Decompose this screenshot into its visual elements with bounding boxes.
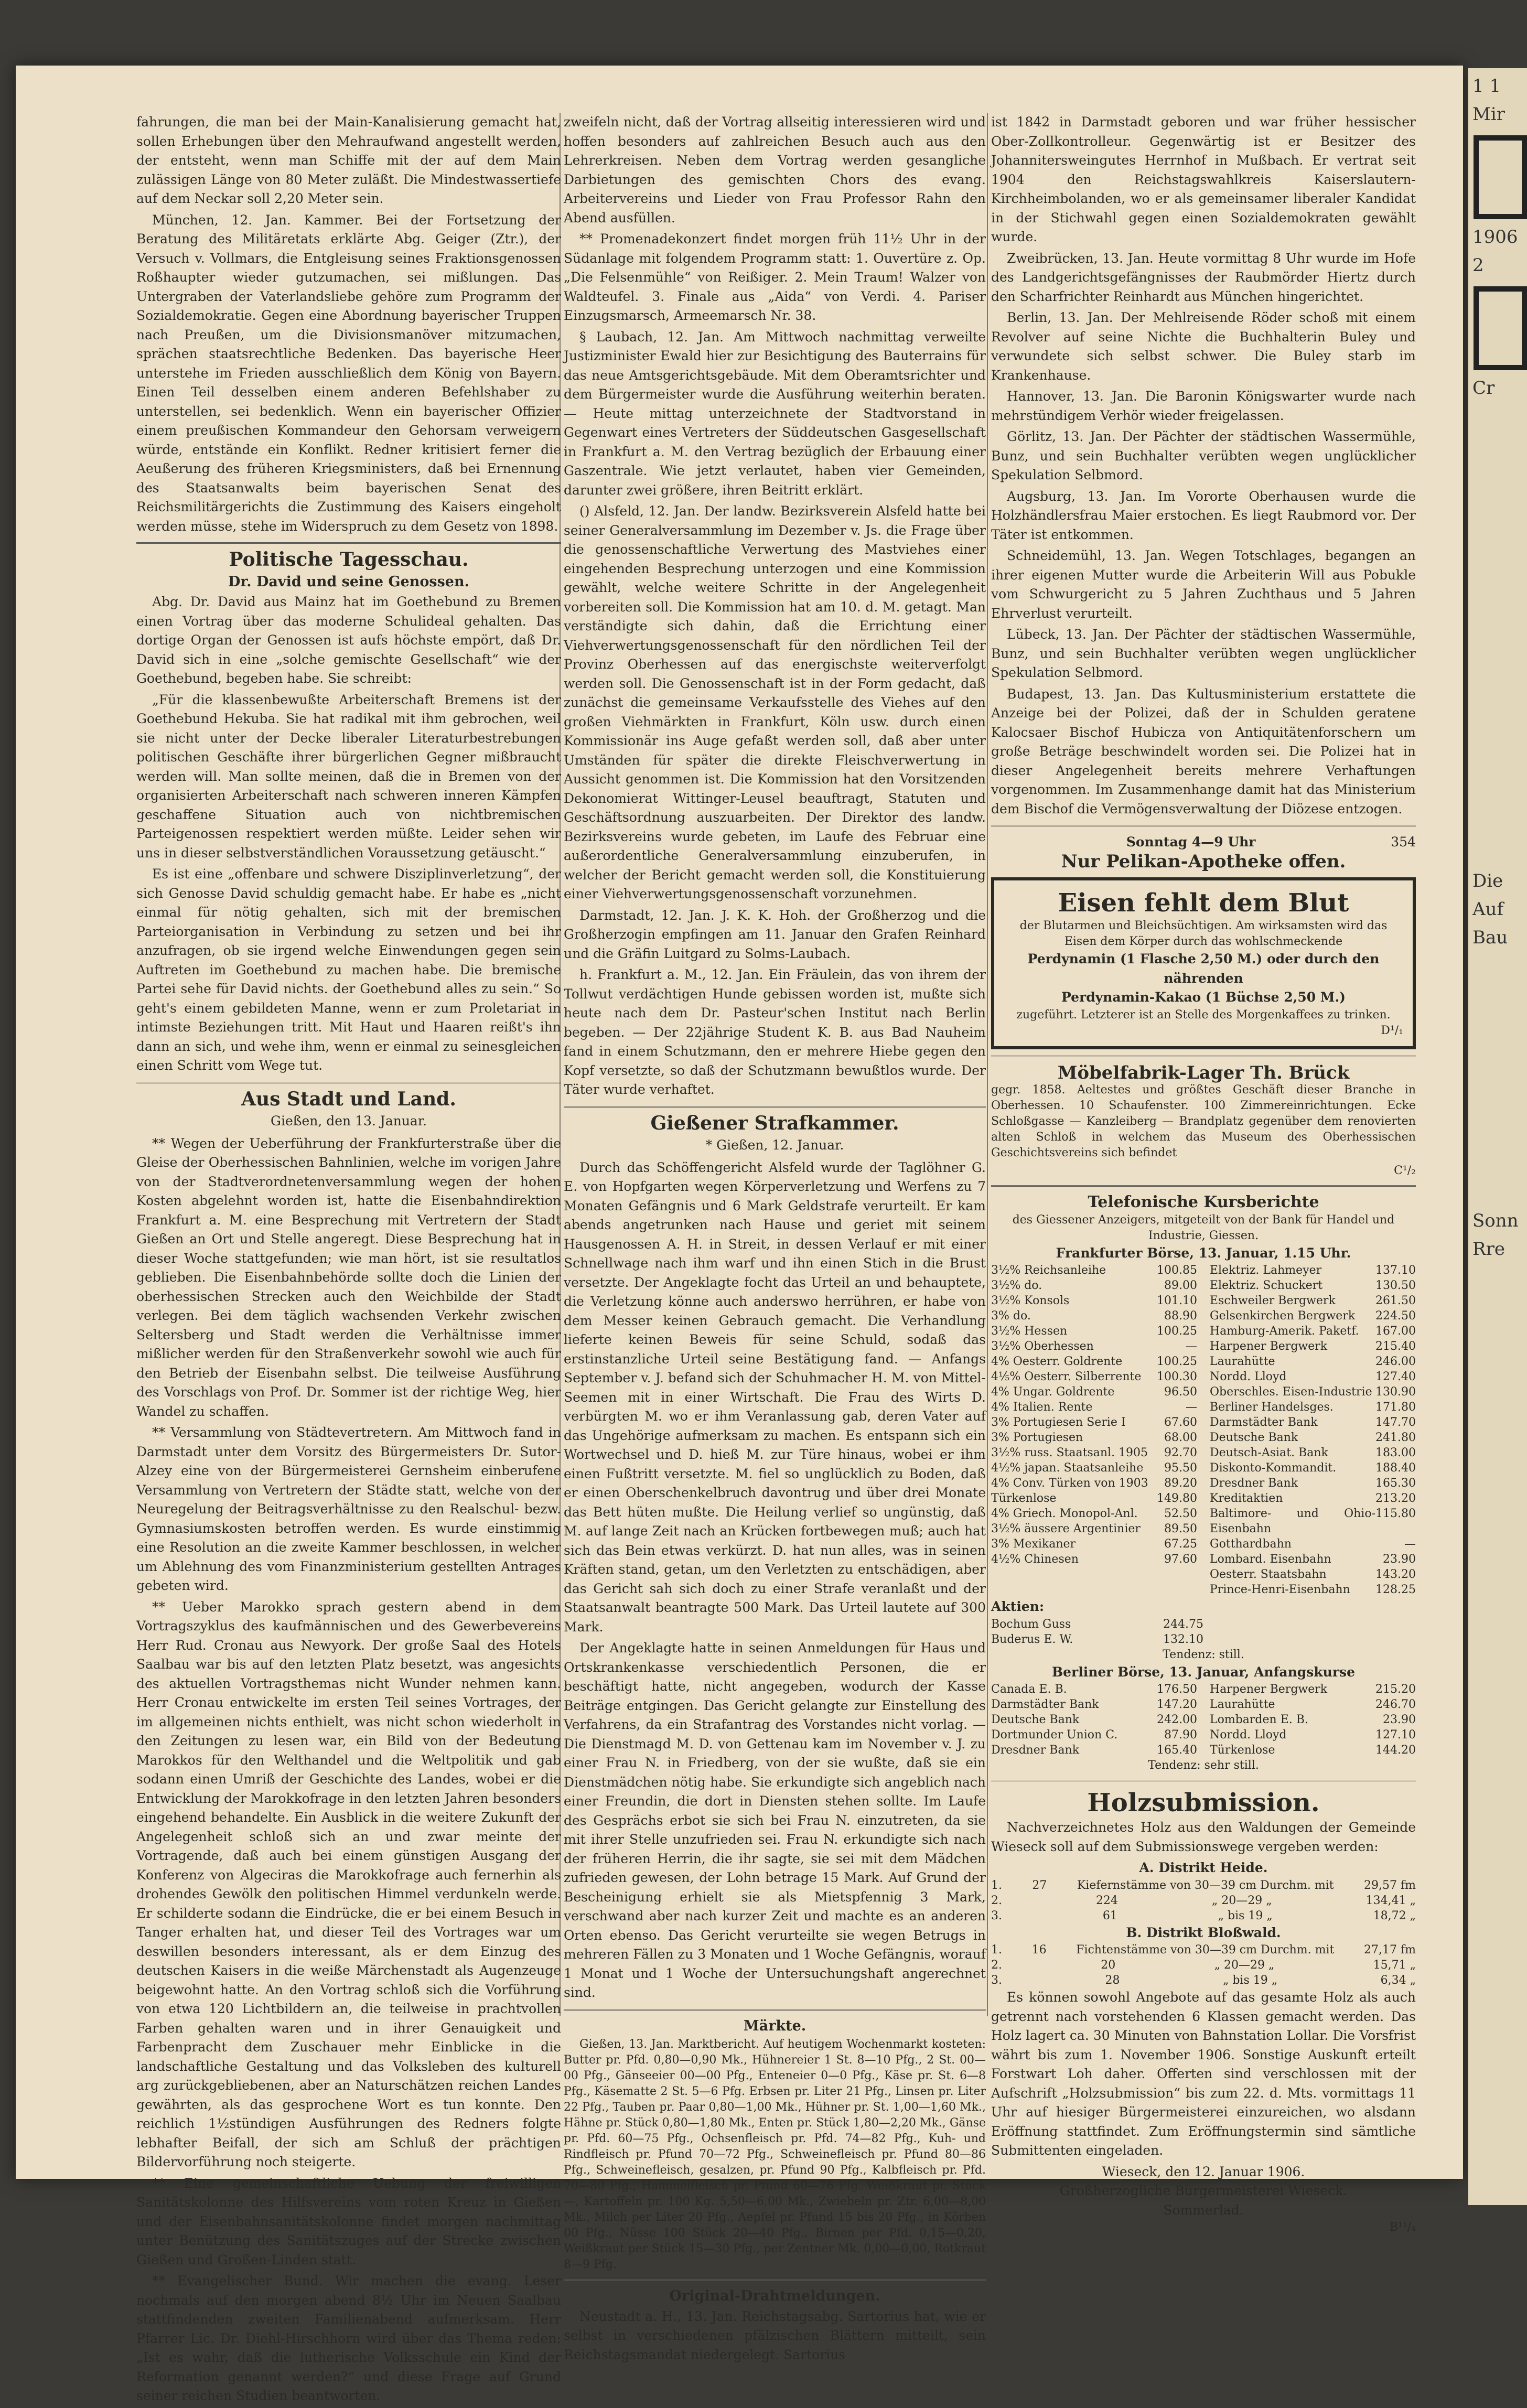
- quote-row: [991, 1384, 1197, 1400]
- quote-value: 87.90: [1164, 1728, 1197, 1742]
- quote-row: [991, 1278, 1197, 1293]
- quote-value: 171.80: [1375, 1401, 1416, 1414]
- stub-text: Mir: [1472, 104, 1505, 125]
- quote-label: 224: [1095, 1894, 1118, 1907]
- quote-label: 61: [1102, 1909, 1117, 1922]
- quote-row: [991, 1308, 1197, 1324]
- divider: [564, 1106, 986, 1108]
- quote-label: 3.: [991, 1974, 1002, 1987]
- quote-row: [991, 1400, 1197, 1415]
- article-text: Es ist eine „offenbare und schwere Disziplinverletzung“, der sich Genosse David schuldig gemacht habe. Er habe es „nicht einmal für nötig gehalten, sich mit der bremischen Parteiorganisation in Verbindung zu setzen und bei ihr anzufragen, ob sie irgend welche Einwendungen gegen sein Auftreten im Goethebund zu machen habe. Die bremische Partei sehe für David nichts. der Goethebund alles zu sein.“ So geht's einem gebildeten Manne, wenn er zum Proletariat in intimste Beziehungen tritt. Mit Haut und Haaren reißt's ihn dann an sich, und wehe ihm, wenn er einmal zu seinesgleichen einen Schritt vom Wege tut.: [136, 866, 561, 1073]
- ad-text: gegr. 1858. Aeltestes und größtes Geschäft dieser Branche in Oberhessen. 10 Schaufenster. 100 Zimmereinrichtungen. Ecke Schloßgasse — Kanzleiberg — Brandplatz gegenüber dem renovierten alten Schloß in welchem das Museum des Oberhessischen Geschichtsvereins sich befindet: [991, 1083, 1416, 1159]
- quote-value: —: [1404, 1538, 1416, 1551]
- tendency: Tendenz: sehr still.: [1148, 1759, 1259, 1772]
- column-3: [991, 113, 1416, 2235]
- quote-row: [991, 1712, 1197, 1727]
- ad-text: zugeführt. Letzterer ist an Stelle des Morgenkaffees zu trinken.: [1016, 1008, 1391, 1022]
- quote-label: Dresdner Bank: [991, 1744, 1080, 1757]
- berlin-table: [991, 1682, 1416, 1758]
- article-text: Durch das Schöffengericht Alsfeld wurde der Taglöhner G. E. von Hopfgarten wegen Körperverletzung und Werfens zu 7 Monaten Gefängnis und 6 Mark Geldstrafe verurteilt. Er kam abends angetrunken nach Hause und geriet mit seinem Hausgenossen A. H. in Streit, in dessen Verlauf er mit einer Schnellwage nach ihm warf und ihn einen Stich in die Brust versetzte. Der Angeklagte focht das Urteil an und behauptete, die Verletzung könne auch anderswo herrühren, er habe von dem Messer keinen Gebrauch gemacht. Die Verhandlung lieferte keinen Beweis für seine Schuld, sodaß das erstinstanzliche Urteil seine Bestätigung fand. — Anfangs September v. J. befand sich der Schuhmacher H. M. von Mittel-Seemen mit in einer Wirtschaft. Die Frau des Wirts D. verbürgten M. wo er ihm Veranlassung gab, deren Vater auf das Ungehörige aufmerksam zu machen. Es entspann sich ein Wortwechsel und D. hieß M. zur Türe hinaus, wobei er ihm einen Fußtritt versetzte. M. fiel so unglücklich zu Boden, daß er einen Oberschenkelbruch davontrug und über drei Monate das Bett hüten mußte. Die Heilung verlief so ungünstig, daß M. auf lange Zeit nach an Krücken fortbewegen muß; auch hat sich das Bein etwas verkürzt. D. hat nun alles, was in seinen Kräften stand, getan, um den Verletzten zu entschädigen, aber das Gericht sah sich doch zu einer Strafe veranlaßt und der Staatsanwalt beantragte 500 Mark. Das Urteil lautete auf 300 Mark.: [564, 1159, 986, 1635]
- quote-label: Baltimore- und Ohio-Eisenbahn: [1210, 1507, 1376, 1535]
- quote-label: Lombard. Eisenbahn: [1210, 1553, 1331, 1566]
- quote-row: [1210, 1308, 1416, 1324]
- report-subheading: des Giessener Anzeigers, mitgeteilt von der Bank für Handel und Industrie, Giessen.: [1012, 1213, 1395, 1242]
- quote-value: 15,71 „: [1373, 1959, 1416, 1972]
- quote-value: 147.70: [1375, 1416, 1416, 1429]
- section-heading: Gießener Strafkammer.: [650, 1112, 899, 1134]
- quote-label: 4½% Chinesen: [991, 1553, 1079, 1566]
- quote-label: Nordd. Lloyd: [1210, 1728, 1287, 1742]
- quote-label: „ 20—29 „: [1211, 1894, 1272, 1907]
- quote-label: 2.: [991, 1959, 1002, 1972]
- article-text: ** Ueber Marokko sprach gestern abend in dem Vortragszyklus des kaufmännischen und des Gewerbevereins Herr Rud. Cronau aus Newyork. Der große Saal des Hotels Saalbau war bis auf den letzten Platz besetzt, was angesichts des aktuellen Vortragsthemas nicht Wunder nehmen kann. Herr Cronau entwickelte im ersten Teil seines Vortrages, der im allgemeinen nichts enthielt, was nicht schon wiederholt in den Zeitungen zu lesen war, ein Bild von der Bedeutung Marokkos für den Welthandel und die Weltpolitik und gab sodann einen Umriß der Geschichte des Landes, wobei er die Entwicklung der Marokkofrage in den letzten Jahren besonders eingehend behandelte. Ein Ausblick in die weitere Zukunft der Angelegenheit schloß sich an und zwar meinte der Vortragende, daß auch bei einem günstigen Ausgang der Konferenz von Algeciras die Marokkofrage auch fernerhin als drohendes Gewölk den politischen Himmel verdunkeln werde. Er schilderte sodann die Eindrücke, die er bei einem Besuch in Tanger erhalten hat, und dieser Teil des Vortrages war um deswillen besonders interessant, als er dem Einzug des deutschen Kaisers in die weiße Märchenstadt als Augenzeuge beigewohnt hatte. An den Vortrag schloß sich die Vorführung von etwa 120 Lichtbildern an, die teilweise in prachtvollen Farben gehalten waren und in ihrer Genauigkeit und Farbenpracht dem Zuschauer mehr Einblicke in die landschaftliche Gestaltung und das Volksleben des kulturell arg zurückgebliebenen, aber an Naturschätzen reichen Landes gewährten, als das gesprochene Wort es tun konnte. Den reichlich 1½stündigen Ausführungen des Redners folgte lebhafter Beifall, der sich am Schluß der prächtigen Bildervorführung noch steigerte.: [136, 1599, 561, 2169]
- frankfurt-table: [991, 1263, 1416, 1597]
- quote-row: [991, 1697, 1197, 1712]
- quote-value: 183.00: [1375, 1446, 1416, 1459]
- quote-row: [1210, 1430, 1416, 1445]
- quote-row: [991, 1727, 1197, 1743]
- quote-value: 165.30: [1375, 1477, 1416, 1490]
- quote-label: 3% do.: [991, 1309, 1031, 1323]
- stub-text: Cr: [1472, 378, 1495, 399]
- quote-value: 29,57 fm: [1363, 1878, 1416, 1892]
- quote-label: Canada E. B.: [991, 1683, 1067, 1696]
- quote-label: Kiefernstämme von 30—39 cm Durchm. mit: [1077, 1878, 1334, 1892]
- section-heading: Aus Stadt und Land.: [241, 1088, 456, 1110]
- dateline: * Gießen, 12. Januar.: [705, 1137, 844, 1153]
- article-text: Abg. Dr. David aus Mainz hat im Goethebund zu Bremen einen Vortrag über das moderne Schulideal gehalten. Das dortige Organ der Genossen ist aufs höchste empört, daß Dr. David sich in eine „solche gemischte Gesellschaft“ wie der Goethebund, begeben habe. Sie schreibt:: [136, 594, 561, 686]
- quote-label: 27: [1032, 1878, 1047, 1892]
- quote-row: [991, 1354, 1197, 1369]
- quote-value: 89.20: [1164, 1477, 1197, 1490]
- article-quote: „Für die klassenbewußte Arbeiterschaft Bremens ist der Goethebund Hekuba. Sie hat radikal mit ihm gebrochen, weil sie nicht unter der Decke liberaler Literaturbestrebungen politischen Geschäfte ihrer bürgerlichen Gegner mißbraucht werden will. Man sollte meinen, daß die in Bremen von der organisierten Arbeiterschaft nach schweren inneren Kämpfen geschaffene Situation auch von nichtbremischen Parteigenossen respektiert werden müßte. Leider sehen wir uns in dieser selbstverständlichen Voraussetzung getäuscht.“: [136, 692, 561, 861]
- quote-value: 134,41 „: [1365, 1894, 1416, 1907]
- article-text: () Alsfeld, 12. Jan. Der landw. Bezirksverein Alsfeld hatte bei seiner Generalversammlung im Dezember v. Js. die Frage über die genossenschaftliche Verwertung des Mastviehes einer eingehenden Besprechung unterzogen und eine Kommission gewählt, welche weitere Schritte in der Angelegenheit vorbereiten soll. Die Kommission hat am 10. d. M. getagt. Man verständigte sich dahin, daß die Errichtung einer Viehverwertungsgenossenschaft für den nördlichen Teil der Provinz Oberhessen auf das energischste weiterverfolgt werden soll. Die Genossenschaft ist in der Form gedacht, daß zunächst die gemeinsame Verkaufsstelle des Viehes auf den großen Viehmärkten in Frankfurt, Köln usw. durch einen Kommissionär ins Auge gefaßt werden soll, daß aber unter Umständen für später die direkte Fleischverwertung in Aussicht genommen ist. Die Kommission hat den Vorsitzenden Dekonomierat Wittinger-Leusel beauftragt, Statuten und Geschäftsordnung auszuarbeiten. Der Direktor des landw. Bezirksvereins wurde gebeten, im Laufe des Februar eine außerordentliche Generalversammlung einzuberufen, in welcher der Bericht gemacht werden soll, die Konstituierung einer Viehverwertungsgenossenschaft vorzunehmen.: [564, 503, 986, 901]
- auction-date: Wieseck, den 12. Januar 1906.: [1102, 2164, 1305, 2179]
- quote-row: [1210, 1278, 1416, 1293]
- quote-value: 261.50: [1375, 1294, 1416, 1307]
- quote-value: 188.40: [1375, 1461, 1416, 1475]
- quote-label: 28: [1105, 1974, 1120, 1987]
- quote-value: 246.00: [1375, 1355, 1416, 1368]
- quote-row: [991, 1430, 1197, 1445]
- quote-row: [991, 1536, 1197, 1552]
- quote-value: 96.50: [1164, 1385, 1197, 1399]
- quote-value: 244.75: [1163, 1617, 1203, 1631]
- notice-headline: Nur Pelikan-Apotheke offen.: [1061, 851, 1346, 872]
- auction-text: Nachverzeichnetes Holz aus den Waldungen der Gemeinde Wieseck soll auf dem Submissionswege vergeben werden:: [991, 1820, 1416, 1854]
- article-text: ** Eine gemeinschaftliche Uebung der freiwilligen Sanitätskolonne des Hilfsvereins vom roten Kreuz in Gießen und der Eisenbahnsanitätskolonne findet morgen nachmittag unter Benützung des Sanitätszuges auf der Strecke zwischen Gießen und Großen-Linden statt.: [136, 2175, 561, 2267]
- article-text: fahrungen, die man bei der Main-Kanalisierung gemacht hat, sollen Erhebungen über den Mehraufwand angestellt werden, der entsteht, wenn man Schiffe mit der auf dem Main zulässigen Länge von 80 Meter zuläßt. Die Mindestwassertiefe auf dem Neckar soll 2,20 Meter sein.: [136, 114, 561, 206]
- quote-label: 4% Ungar. Goldrente: [991, 1385, 1115, 1399]
- quote-row: [991, 1460, 1197, 1476]
- quote-value: 67.60: [1164, 1416, 1197, 1429]
- quote-label: Deutsch-Asiat. Bank: [1210, 1446, 1328, 1459]
- ad-product: Perdynamin-Kakao (1 Büchse 2,50 M.): [1061, 990, 1346, 1005]
- quote-label: „ 20—29 „: [1214, 1959, 1275, 1972]
- ad-headline: Möbelfabrik-Lager Th. Brück: [1057, 1062, 1350, 1083]
- article-text: ** Evangelischer Bund. Wir machen die evang. Leser nochmals auf den morgen abend 8½ Uhr im Neuen Saalbau stattfindenden zweiten Familienabend aufmerksam. Herr Pfarrer Lic. Dr. Diehl-Hirschhorn wird über das Thema reden: „Ist es wahr, daß die lutherische Volksschule ein Kind der Reformation genannt werden?“ und diese Frage auf Grund seiner reichen Studien beantworten.: [136, 2273, 561, 2403]
- quote-label: 1.: [991, 1943, 1002, 1956]
- quote-value: 100.85: [1157, 1264, 1197, 1277]
- ad-product: Perdynamin (1 Flasche 2,50 M.) oder durch den nährenden: [1027, 951, 1380, 986]
- quote-row: [1210, 1445, 1416, 1460]
- divider: [991, 1056, 1416, 1057]
- stub-text: Bau: [1472, 927, 1508, 948]
- quote-value: 115.80: [1375, 1507, 1416, 1520]
- quote-value: 241.80: [1375, 1431, 1416, 1444]
- ad-code: B¹¹/₄: [1389, 2221, 1416, 2234]
- quote-label: 3½% do.: [991, 1279, 1042, 1292]
- quote-value: 101.10: [1157, 1294, 1197, 1307]
- quote-label: Elektriz. Schuckert: [1210, 1279, 1323, 1292]
- quote-row: [1210, 1697, 1416, 1712]
- quote-label: Fichtenstämme von 30—39 cm Durchm. mit: [1076, 1943, 1335, 1956]
- tendency: Tendenz: still.: [1163, 1648, 1244, 1661]
- quote-row: [991, 1415, 1197, 1430]
- quote-label: Elektriz. Lahmeyer: [1210, 1264, 1322, 1277]
- quote-row: [1210, 1369, 1416, 1384]
- quote-label: 3% Mexikaner: [991, 1538, 1076, 1551]
- article-text: ** Versammlung von Städtevertretern. Am Mittwoch fand in Darmstadt unter dem Vorsitz des Bürgermeisters Dr. Sutor-Alzey eine von der Bürgermeisterei Gernsheim einberufene Versammlung von Vertretern der Städte statt, welche von der Neuregelung der Beitragsverhältnisse zu den Realschul- bezw. Gymnasiumskosten betroffen werden. Es wurde einstimmig eine Resolution an die zweite Kammer beschlossen, in welcher um Ablehnung des vom Finanzministerium gestellten Antrages gebeten wird.: [136, 1425, 561, 1593]
- quote-label: 4½% japan. Staatsanleihe: [991, 1461, 1144, 1475]
- quote-value: 67.25: [1164, 1538, 1197, 1551]
- district-b-list: [991, 1942, 1416, 1988]
- article-text: Budapest, 13. Jan. Das Kultusministerium erstattete die Anzeige bei der Polizei, daß der in Schulden geratene Kalocsaer Bischof Hubicza von Antiquitätenforschern um große Beträge beschwindelt worden sei. Die Polizei hat in dieser Angelegenheit bereits mehrere Verhaftungen vorgenommen. Im Zusammenhange damit hat das Ministerium dem Bischof die Vermögensverwaltung der Diözese entzogen.: [991, 686, 1416, 816]
- quote-value: 95.50: [1164, 1461, 1197, 1475]
- berlin-table-left: [991, 1682, 1197, 1758]
- quote-value: 176.50: [1157, 1683, 1197, 1696]
- divider: [991, 1185, 1416, 1187]
- quote-value: 89.00: [1164, 1279, 1197, 1292]
- frankfurt-heading: Frankfurter Börse, 13. Januar, 1.15 Uhr.: [1056, 1245, 1351, 1261]
- quote-value: 128.25: [1375, 1583, 1416, 1596]
- quote-value: 165.40: [1157, 1744, 1197, 1757]
- quote-row: [991, 1293, 1197, 1308]
- notice-number: 354: [1391, 834, 1416, 850]
- quote-row: [1210, 1384, 1416, 1400]
- berlin-heading: Berliner Börse, 13. Januar, Anfangskurse: [1052, 1664, 1355, 1680]
- quote-label: Buderus E. W.: [991, 1632, 1073, 1646]
- quote-row: [991, 1506, 1197, 1521]
- quote-value: 18,72 „: [1373, 1909, 1416, 1922]
- quote-value: 127.10: [1375, 1728, 1416, 1742]
- quote-row: [1210, 1536, 1416, 1552]
- district-a-list: [991, 1878, 1416, 1923]
- quote-row: [991, 1339, 1197, 1354]
- stub-box: [1474, 286, 1527, 370]
- quote-label: Harpener Bergwerk: [1210, 1340, 1328, 1353]
- quote-label: Kreditaktien: [1210, 1492, 1283, 1505]
- stub-text: Auf: [1472, 899, 1504, 920]
- quote-row: [1210, 1324, 1416, 1339]
- divider: [991, 825, 1416, 826]
- quote-row: [1210, 1354, 1416, 1369]
- article-text: h. Frankfurt a. M., 12. Jan. Ein Fräulein, das von ihrem der Tollwut verdächtigen Hunde gebissen worden ist, mußte sich heute nach dem Dr. Pasteur'schen Institut nach Berlin begeben. — Der 22jährige Student K. B. aus Bad Nauheim fand in einem Schutzmann, den er mehrere Hiebe gegen den Kopf versetzte, so daß der Schutzmann bewußtlos wurde. Der Täter wurde verhaftet.: [564, 967, 986, 1097]
- auction-signature: Sommerlad.: [1163, 2202, 1244, 2218]
- stub-text: 2: [1472, 255, 1484, 276]
- auction-heading: Holzsubmission.: [1087, 1788, 1320, 1818]
- article-subheading: Dr. David und seine Genossen.: [228, 573, 469, 590]
- quote-label: Laurahütte: [1210, 1698, 1275, 1711]
- quote-label: 20: [1101, 1959, 1116, 1972]
- quote-label: „ bis 19 „: [1218, 1909, 1273, 1922]
- quote-value: 88.90: [1164, 1309, 1197, 1323]
- quote-row: [991, 1476, 1197, 1491]
- article-text: München, 12. Jan. Kammer. Bei der Fortsetzung der Beratung des Militäretats erklärte Abg. Geiger (Ztr.), der Versuch v. Vollmars, die Entgleisung seines Fraktionsgenossen Roßhaupter wieder gutzumachen, sei mißlungen. Das Untergraben der Vaterlandsliebe gehöre zum Programm der Sozialdemokratie. Gegen eine Abordnung bayerischer Truppen nach Preußen, um die Divisionsmanöver mitzumachen, sprächen staatsrechtliche Bedenken. Das bayerische Heer unterstehe im Frieden ausschließlich dem König von Bayern. Einen Teil desselben einem anderen Befehlshaber zu unterstellen, sei bedenklich. Wenn ein bayerischer Offizier einem preußischen Kommandeur den Gehorsam verweigern würde, entstände ein Konflikt. Redner kritisiert ferner die Aeußerung des früheren Kriegsministers, daß bei Ernennung des Staatsanwalts beim bayerischen Senat des Reichsmilitärgerichts die Zustimmung des Kaisers eingeholt werden müsse, stehe im Widerspruch zu dem Gesetz von 1898.: [136, 212, 561, 534]
- article-text: Augsburg, 13. Jan. Im Vororte Oberhausen wurde die Holzhändlersfrau Maier erstochen. Es liegt Raubmord vor. Der Täter ist entkommen.: [991, 488, 1416, 542]
- quote-label: Gelsenkirchen Bergwerk: [1210, 1309, 1356, 1323]
- quote-label: Prince-Henri-Eisenbahn: [1210, 1583, 1350, 1596]
- quote-label: 4% Conv. Türken von 1903: [991, 1477, 1148, 1490]
- quote-label: Eschweiler Bergwerk: [1210, 1294, 1336, 1307]
- quote-value: 23.90: [1383, 1713, 1416, 1726]
- quote-label: Türkenlose: [991, 1492, 1057, 1505]
- quote-row: [991, 1521, 1197, 1536]
- quote-label: 16: [1031, 1943, 1047, 1956]
- dateline: Gießen, den 13. Januar.: [271, 1113, 427, 1128]
- section-heading: Märkte.: [743, 2017, 806, 2034]
- quote-label: 1.: [991, 1878, 1002, 1892]
- quote-label: „ bis 19 „: [1222, 1974, 1278, 1987]
- quote-label: 3% Portugiesen: [991, 1431, 1083, 1444]
- quote-row: [991, 1263, 1197, 1278]
- quote-row: [991, 1632, 1203, 1647]
- article-text: ist 1842 in Darmstadt geboren und war früher hessischer Ober-Zollkontrolleur. Gegenwärtig ist er Besitzer des Johannitersweingutes Herrnhof in Mußbach. Er vertrat seit 1904 den Reichstagswahlkreis Kaiserslautern-Kirchheimbolanden, wo er als gemeinsamer liberaler Kandidat in der Stichwahl gegen einen Sozialdemokraten gewählt wurde.: [991, 114, 1416, 244]
- quote-value: 100.25: [1157, 1325, 1197, 1338]
- quote-value: 6,34 „: [1380, 1974, 1416, 1987]
- quote-row: [1210, 1415, 1416, 1430]
- quote-label: Darmstädter Bank: [991, 1698, 1099, 1711]
- quote-value: 215.40: [1375, 1340, 1416, 1353]
- quote-row: [991, 1743, 1197, 1758]
- timber-row: [991, 1942, 1416, 1958]
- quote-label: Nordd. Lloyd: [1210, 1370, 1287, 1383]
- stub-text: Rre: [1472, 1239, 1505, 1260]
- article-text: Zweibrücken, 13. Jan. Heute vormittag 8 Uhr wurde im Hofe des Landgerichtsgefängnisses der Raubmörder Hiertz durch den Scharfrichter Reinhardt aus München hingerichtet.: [991, 250, 1416, 304]
- notice-time: Sonntag 4—9 Uhr: [1126, 834, 1256, 850]
- berlin-table-right: [1210, 1682, 1416, 1758]
- column-1: [136, 113, 561, 2408]
- ad-perdynamin: [991, 877, 1416, 1049]
- quote-row: [1210, 1727, 1416, 1743]
- quote-value: 149.80: [1157, 1492, 1197, 1505]
- quote-value: 100.25: [1157, 1355, 1197, 1368]
- quote-value: 68.00: [1164, 1431, 1197, 1444]
- article-text: Der Angeklagte hatte in seinen Anmeldungen für Haus und Ortskrankenkasse verschiedentlich Personen, die er beschäftigt hatte, nicht angegeben, wodurch der Kasse Beiträge entgingen. Das Gericht gelangte zur Einstellung des Verfahrens, da ein Strafantrag des Vorstandes nicht vorlag. — Die Dienstmagd M. D. von Gettenau kam im November v. J. zu einer Frau N. in Friedberg, von der sie wußte, daß sie ein Dienstmädchen nötig habe. Sie erkundigte sich angeblich nach einer Freundin, die dort in Diensten stehen sollte. Im Laufe des Gesprächs erbot sie sich bei Frau N. einzutreten, da sie mit ihrer Stelle unzufrieden sei. Frau N. erkundigte sich nach der früheren Herrin, die ihr sagte, sie sei mit dem Mädchen zufrieden gewesen, der Lohn betrage 15 Mark. Auf Grund der Bescheinigung erhielt sie als Mietspfennig 3 Mark, verschwand aber nach kurzer Zeit und machte es an anderen Orten ebenso. Das Gericht verurteilte sie wegen Betrugs in mehreren Fällen zu 3 Monaten und 1 Woche Gefängnis, worauf 1 Monat und 1 Woche der Untersuchungshaft angerechnet sind.: [564, 1640, 986, 2000]
- quote-label: 4% Italien. Rente: [991, 1401, 1093, 1414]
- quote-label: 3½% Oberhessen: [991, 1340, 1094, 1353]
- stub-box: [1474, 135, 1527, 219]
- quote-row: [1210, 1743, 1416, 1758]
- quote-value: 224.50: [1375, 1309, 1416, 1323]
- quote-row: [991, 1682, 1197, 1697]
- quote-row: [1210, 1460, 1416, 1476]
- article-text: Görlitz, 13. Jan. Der Pächter der städtischen Wassermühle, Bunz, und sein Buchhalter verübten wegen unglücklicher Spekulation Selbmord.: [991, 429, 1416, 482]
- quote-label: Darmstädter Bank: [1210, 1416, 1318, 1429]
- quote-row: [1210, 1476, 1416, 1491]
- report-heading: Telefonische Kursberichte: [1088, 1193, 1319, 1211]
- article-text: zweifeln nicht, daß der Vortrag allseitig interessieren wird und hoffen besonders auf zahlreichen Besuch auch aus den Lehrerkreisen. Neben dem Vortrag werden gesangliche Darbietungen des gemischten Chors des evang. Arbeitervereins und Lieder von Frau Professor Rahn den Abend ausfüllen.: [564, 114, 986, 225]
- auction-text: Es können sowohl Angebote auf das gesamte Holz als auch getrennt nach vorstehenden 6 Klassen gemacht werden. Das Holz lagert ca. 30 Minuten von Bahnstation Lollar. Die Vorsfrist währt bis zum 1. November 1906. Sonstige Auskunft erteilt Forstwart Loh daher. Offerten sind verschlossen mit der Aufschrift „Holzsubmission“ bis zum 22. d. Mts. vormittags 11 Uhr auf hiesiger Bürgermeisterei einzureichen, wo alsdann Eröffnung stattfindet. Zum Eröffnungstermin sind sämtliche Submittenten eingeladen.: [991, 1990, 1416, 2158]
- stub-text: Sonn: [1472, 1210, 1519, 1231]
- district-heading: A. Distrikt Heide.: [1139, 1860, 1268, 1875]
- quote-value: 215.20: [1375, 1683, 1416, 1696]
- divider: [991, 1780, 1416, 1781]
- article-text: Hannover, 13. Jan. Die Baronin Königswarter wurde nach mehrstündigem Verhör wieder freigelassen.: [991, 389, 1416, 423]
- market-report: Gießen, 13. Jan. Marktbericht. Auf heutigem Wochenmarkt kosteten: Butter pr. Pfd. 0,80—0,90 Mk., Hühnereier 1 St. 8—10 Pfg., 2 St. 00—00 Pfg., Gänseeier 00—00 Pfg., Enteneier 0—0 Pfg., Käse pr. St. 6—8 Pfg., Käsematte 2 St. 5—6 Pfg. Erbsen pr. Liter 21 Pfg., Linsen pr. Liter 22 Pfg., Tauben pr. Paar 0,80—1,00 Mk., Hühner pr. St. 1,00—1,60 Mk., Hähne pr. Stück 0,80—1,80 Mk., Enten pr. Stück 1,80—2,20 Mk., Gänse pr. Pfd. 60—75 Pfg., Ochsenfleisch pr. Pfd. 74—82 Pfg., Kuh- und Rindfleisch pr. Pfund 70—72 Pfg., Schweinefleisch pr. Pfund 80—86 Pfg., Schweinefleisch, gesalzen, pr. Pfund 90 Pfg., Kalbfleisch pr. Pfd. 70—80 Pfg., Hammelfleisch pr. Pfund 60—76 Pfg. Weißkraut pr. Stück —, Kartoffeln pr. 100 Kg. 5,50—6,00 Mk., Zwiebeln pr. Ztr. 6,00—8,00 Mk., Milch per Liter 20 Pfg., Aepfel pr. Pfund 15 bis 20 Pfg., in Körben 00 Pfg., Nüsse 100 Stück 20—40 Pfg., Birnen per Pfd. 0,15—0,20, Weißkraut per Stück 15—30 Pfg., per Zentner Mk. 0,00—0,00, Rotkraut 8—9 Pfg.: [564, 2038, 986, 2271]
- article-text: § Laubach, 12. Jan. Am Mittwoch nachmittag verweilte Justizminister Ewald hier zur Besichtigung des Bauterrains für das neue Amtsgerichtsgebäude. Mit dem Oberamtsrichter und dem Bürgermeister wurde die Ausführung weiterhin beraten. — Heute mittag unterzeichnete der Stadtvorstand in Gegenwart eines Vertreters der Süddeutschen Gasgesellschaft in Frankfurt a. M. den Vertrag bezüglich der Erbauung einer Gaszentrale. Wie jetzt verlautet, haben vier Gemeinden, darunter zwei größere, ihren Beitritt erklärt.: [564, 329, 986, 498]
- auction-signature: Großherzogliche Bürgermeisterei Wieseck.: [1059, 2183, 1348, 2198]
- timber-row: [991, 1893, 1416, 1908]
- quote-value: 100.30: [1157, 1370, 1197, 1383]
- quote-label: Dortmunder Union C.: [991, 1728, 1118, 1742]
- quote-label: Oberschles. Eisen-Industrie: [1210, 1385, 1372, 1399]
- quote-row: [1210, 1263, 1416, 1278]
- quote-label: Diskonto-Kommandit.: [1210, 1461, 1337, 1475]
- article-text: ** Wegen der Ueberführung der Frankfurterstraße über die Gleise der Oberhessischen Bahnlinien, welche im vorigen Jahre von der Stadtverordnetenversammlung wegen der hohen Kosten abgelehnt worden ist, hatte die Eisenbahndirektion Frankfurt a. M. eine Besprechung mit Vertretern der Stadt Gießen an Ort und Stelle angeregt. Diese Besprechung hat in dieser Woche stattgefunden; wie man hört, ist sie resultatlos geblieben. Die Eisenbahnbehörde sollte doch die Linien der oberhessischen Strecken auch den Weichbilde der Stadt verlegen. Bei dem täglich wachsenden Verkehr zwischen Seltersberg und Stadt werden die Verhältnisse immer mißlicher werden für den Straßenverkehr sowohl wie auch für den Betrieb der Eisenbahn selbst. Die teilweise Ausführung des Vorschlags von Prof. Dr. Sommer ist der richtige Weg, hier Wandel zu schaffen.: [136, 1135, 561, 1419]
- stock-report: [991, 1193, 1416, 1773]
- article-text: ** Promenadekonzert findet morgen früh 11½ Uhr in der Südanlage mit folgendem Programm statt: 1. Ouvertüre z. Op. „Die Felsenmühle“ von Reißiger. 2. Mein Traum! Walzer von Waldteufel. 3. Finale aus „Aida“ von Verdi. 4. Pariser Einzugsmarsch, Armeemarsch Nr. 38.: [564, 231, 986, 323]
- ad-code: D¹/₁: [1381, 1024, 1403, 1037]
- quote-row: [1210, 1582, 1416, 1597]
- frankfurt-table-right: [1210, 1263, 1416, 1597]
- divider: [136, 1082, 561, 1083]
- quote-row: [1210, 1491, 1416, 1506]
- section-heading: Original-Drahtmeldungen.: [669, 2288, 880, 2304]
- quote-row: [1210, 1712, 1416, 1727]
- aktien-heading: Aktien:: [991, 1599, 1045, 1614]
- quote-label: Deutsche Bank: [991, 1713, 1080, 1726]
- quote-label: 4% Griech. Monopol-Anl.: [991, 1507, 1138, 1520]
- quote-label: 3.: [991, 1909, 1002, 1922]
- timber-row: [991, 1878, 1416, 1893]
- ad-text: der Blutarmen und Bleichsüchtigen. Am wirksamsten wird das Eisen dem Körper durch das wohlschmeckende: [1019, 919, 1388, 948]
- quote-label: 4⅕% Oesterr. Silberrente: [991, 1370, 1142, 1383]
- quote-row: [1210, 1339, 1416, 1354]
- quote-label: 2.: [991, 1894, 1002, 1907]
- quote-value: —: [1186, 1401, 1197, 1414]
- article-text: Berlin, 13. Jan. Der Mehlreisende Röder schoß mit einem Revolver auf seine Nichte die Buchhalterin Buley und verwundete sich selbst schwer. Die Buley starb im Krankenhause.: [991, 310, 1416, 383]
- quote-label: Harpener Bergwerk: [1210, 1683, 1328, 1696]
- quote-row: [1210, 1400, 1416, 1415]
- quote-value: 242.00: [1157, 1713, 1197, 1726]
- quote-value: 137.10: [1375, 1264, 1416, 1277]
- quote-value: 144.20: [1375, 1744, 1416, 1757]
- quote-row: [991, 1445, 1197, 1460]
- quote-row: [1210, 1506, 1416, 1536]
- quote-value: 132.10: [1163, 1632, 1203, 1646]
- quote-label: Dresdner Bank: [1210, 1477, 1298, 1490]
- stub-text: 1 1: [1472, 76, 1501, 96]
- quote-label: 3½% äussere Argentinier: [991, 1522, 1141, 1535]
- quote-row: [991, 1617, 1203, 1632]
- quote-value: —: [1186, 1340, 1197, 1353]
- quote-value: 147.20: [1157, 1698, 1197, 1711]
- quote-label: 3½% russ. Staatsanl. 1905: [991, 1446, 1148, 1459]
- timber-row: [991, 1973, 1416, 1988]
- quote-label: 3% Portugiesen Serie I: [991, 1416, 1126, 1429]
- quote-label: Oesterr. Staatsbahn: [1210, 1568, 1327, 1581]
- timber-row: [991, 1908, 1416, 1923]
- timber-row: [991, 1958, 1416, 1973]
- quote-value: 167.00: [1375, 1325, 1416, 1338]
- quote-label: Lombarden E. B.: [1210, 1713, 1308, 1726]
- quote-label: Bochum Guss: [991, 1617, 1071, 1631]
- quote-label: 3½% Reichsanleihe: [991, 1264, 1106, 1277]
- quote-label: 3½% Hessen: [991, 1325, 1068, 1338]
- quote-label: 4% Oesterr. Goldrente: [991, 1355, 1123, 1368]
- article-text: Darmstadt, 12. Jan. J. K. K. Hoh. der Großherzog und die Großherzogin empfingen am 11. Januar den Grafen Reinhard und die Gräfin Luitgard zu Solms-Laubach.: [564, 907, 986, 961]
- quote-row: [991, 1369, 1197, 1384]
- quote-row: [991, 1324, 1197, 1339]
- quote-value: 127.40: [1375, 1370, 1416, 1383]
- adjacent-page-edge: [1468, 68, 1527, 2205]
- frankfurt-table-left: [991, 1263, 1197, 1597]
- divider: [564, 2279, 986, 2281]
- column-rule: [987, 113, 988, 2016]
- quote-label: Laurahütte: [1210, 1355, 1275, 1368]
- quote-value: 97.60: [1164, 1553, 1197, 1566]
- quote-row: [1210, 1567, 1416, 1582]
- quote-row: [991, 1491, 1197, 1506]
- pharmacy-notice: [991, 833, 1416, 871]
- quote-row: [1210, 1293, 1416, 1308]
- quote-value: 23.90: [1383, 1553, 1416, 1566]
- quote-label: Berliner Handelsges.: [1210, 1401, 1334, 1414]
- quote-label: 3½% Konsols: [991, 1294, 1070, 1307]
- aktien-table: [991, 1617, 1203, 1647]
- quote-value: 27,17 fm: [1363, 1943, 1416, 1956]
- ad-code: C¹/₂: [1394, 1164, 1416, 1177]
- stub-text: 1906: [1472, 227, 1518, 248]
- quote-value: 143.20: [1375, 1568, 1416, 1581]
- quote-label: Deutsche Bank: [1210, 1431, 1298, 1444]
- stub-text: Die: [1472, 870, 1503, 891]
- quote-value: 89.50: [1164, 1522, 1197, 1535]
- divider: [564, 2009, 986, 2011]
- article-text: Neustadt a. H., 13. Jan. Reichstagsabg. Sartorius hat, wie er selbst in verschiedenen pfälzischen Blättern mitteilt, sein Reichstagsmandat niedergelegt. Sartorius: [564, 2308, 986, 2362]
- quote-value: 92.70: [1164, 1446, 1197, 1459]
- quote-label: Gotthardbahn: [1210, 1538, 1292, 1551]
- quote-value: 213.20: [1375, 1492, 1416, 1505]
- quote-label: Hamburg-Amerik. Paketf.: [1210, 1325, 1359, 1338]
- timber-auction: [991, 1788, 1416, 2235]
- ad-headline: Eisen fehlt dem Blut: [1058, 888, 1349, 918]
- quote-value: 246.70: [1375, 1698, 1416, 1711]
- quote-value: 130.90: [1375, 1385, 1416, 1399]
- divider: [136, 542, 561, 544]
- quote-row: [1210, 1682, 1416, 1697]
- article-text: Lübeck, 13. Jan. Der Pächter der städtischen Wassermühle, Bunz, und sein Buchhalter verübten wegen unglücklicher Spekulation Selbmord.: [991, 627, 1416, 680]
- quote-row: [991, 1552, 1197, 1567]
- district-heading: B. Distrikt Bloßwald.: [1126, 1925, 1281, 1940]
- article-text: Schneidemühl, 13. Jan. Wegen Totschlages, begangen an ihrer eigenen Mutter wurde die Arbeiterin Will aus Pobukle vom Schwurgericht zu 5 Jahren Zuchthaus und 5 Jahren Ehrverlust verurteilt.: [991, 548, 1416, 621]
- section-heading: Politische Tagesschau.: [229, 549, 469, 571]
- quote-value: 130.50: [1375, 1279, 1416, 1292]
- quote-value: 52.50: [1164, 1507, 1197, 1520]
- column-2: [564, 113, 986, 2367]
- quote-label: Türkenlose: [1210, 1744, 1275, 1757]
- quote-row: [1210, 1552, 1416, 1567]
